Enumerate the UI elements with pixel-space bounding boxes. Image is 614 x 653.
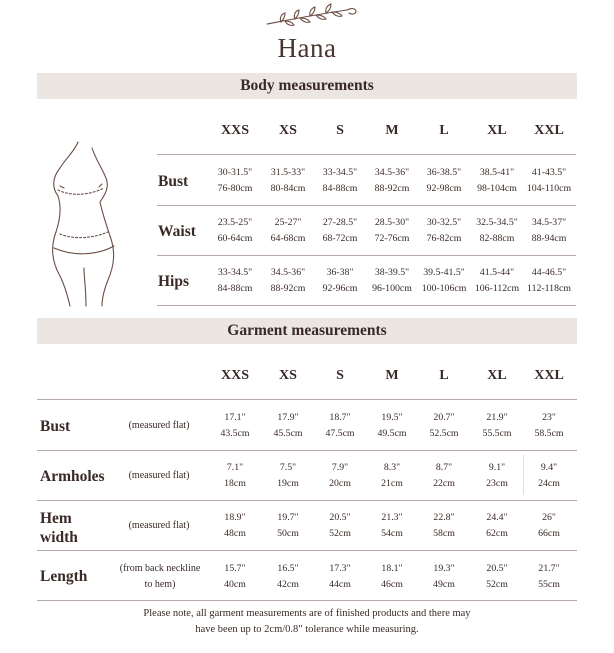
garment-note-length: (from back neckline to hem) (119, 563, 201, 590)
garment-note-bust: (measured flat) (128, 420, 190, 431)
brand-title: Hana (277, 33, 337, 63)
garment-length-xxs: 15.7" 40cm (224, 563, 246, 590)
body-hips-m: 38-39.5" 96-100cm (372, 267, 412, 294)
garment-bust-xxl: 23" 58.5cm (534, 412, 564, 439)
body-waist-xl: 32.5-34.5" 82-88cm (476, 217, 518, 244)
garment-size-xxl: XXL (534, 368, 564, 383)
body-waist-xs: 25-27" 64-68cm (270, 217, 306, 244)
garment-bust-xs: 17.9" 45.5cm (273, 412, 303, 439)
body-size-xxs: XXS (220, 123, 249, 138)
garment-bust-m: 19.5" 49.5cm (377, 412, 407, 439)
garment-label-bust: Bust (40, 418, 71, 435)
body-bust-xl: 38.5-41" 98-104cm (477, 167, 517, 194)
garment-rule (37, 399, 577, 400)
garment-length-m: 18.1" 46cm (381, 563, 403, 590)
body-size-xs: XS (279, 123, 297, 138)
body-hips-xxl: 44-46.5" 112-118cm (527, 267, 571, 294)
body-rule (157, 305, 576, 306)
garment-hem-xxs: 18.9" 48cm (224, 512, 246, 539)
body-hips-xl: 41.5-44" 106-112cm (474, 267, 520, 294)
garment-rule (37, 450, 577, 451)
garment-measurements-band (37, 318, 577, 344)
garment-size-l: L (439, 368, 449, 383)
garment-bust-xl: 21.9" 55.5cm (482, 412, 512, 439)
body-hips-xs: 34.5-36" 88-92cm (270, 267, 306, 294)
body-measurements-title: Body measurements (240, 77, 374, 94)
garment-length-xs: 16.5" 42cm (277, 563, 299, 590)
garment-size-s: S (336, 368, 344, 383)
body-bust-xxs: 30-31.5" 76-80cm (217, 167, 253, 194)
garment-armholes-xs: 7.5" 19cm (277, 462, 299, 489)
branch-ornament-icon (263, 2, 359, 30)
garment-rule (37, 500, 577, 501)
body-label-hips: Hips (158, 273, 190, 290)
body-figure-icon (48, 138, 118, 308)
garment-size-xl: XL (487, 368, 507, 383)
garment-rule (37, 600, 577, 601)
garment-hem-xl: 24.4" 62cm (486, 512, 508, 539)
body-rule (157, 154, 576, 155)
garment-armholes-m: 8.3" 21cm (381, 462, 403, 489)
garment-bust-s: 18.7" 47.5cm (325, 412, 355, 439)
garment-length-xxl: 21.7" 55cm (538, 563, 560, 590)
body-waist-xxl: 34.5-37" 88-94cm (531, 217, 567, 244)
garment-armholes-xxs: 7.1" 18cm (224, 462, 246, 489)
body-bust-s: 33-34.5" 84-88cm (322, 167, 358, 194)
body-rule (157, 255, 576, 256)
body-size-xxl: XXL (534, 123, 564, 138)
garment-label-length: Length (40, 568, 88, 585)
body-bust-l: 36-38.5" 92-98cm (426, 167, 462, 194)
body-hips-l: 39.5-41.5" 100-106cm (421, 267, 467, 294)
garment-rule (37, 550, 577, 551)
body-label-waist: Waist (158, 223, 196, 240)
body-waist-m: 28.5-30" 72-76cm (374, 217, 410, 244)
garment-bust-xxs: 17.1" 43.5cm (220, 412, 250, 439)
garment-size-xs: XS (279, 368, 297, 383)
footer-note: Please note, all garment measurements are of finished products and there may have been up to 2cm/0.8" tolerance while measuring. (143, 608, 471, 635)
garment-hem-l: 22.8" 58cm (433, 512, 455, 539)
body-size-l: L (439, 123, 449, 138)
garment-size-m: M (385, 368, 399, 383)
body-bust-xs: 31.5-33" 80-84cm (270, 167, 306, 194)
body-hips-s: 36-38" 92-96cm (322, 267, 358, 294)
body-rule (157, 205, 576, 206)
body-waist-s: 27-28.5" 68-72cm (322, 217, 358, 244)
garment-size-xxs: XXS (220, 368, 249, 383)
body-bust-m: 34.5-36" 88-92cm (374, 167, 410, 194)
garment-hem-s: 20.5" 52cm (329, 512, 351, 539)
column-divider (523, 455, 524, 495)
garment-bust-l: 20.7" 52.5cm (429, 412, 459, 439)
garment-armholes-l: 8.7" 22cm (433, 462, 455, 489)
garment-length-s: 17.3" 44cm (329, 563, 351, 590)
body-measurements-band (37, 73, 577, 99)
body-hips-xxs: 33-34.5" 84-88cm (217, 267, 253, 294)
body-waist-l: 30-32.5" 76-82cm (426, 217, 462, 244)
garment-length-xl: 20.5" 52cm (486, 563, 508, 590)
body-size-xl: XL (487, 123, 507, 138)
garment-note-armholes: (measured flat) (128, 470, 190, 481)
garment-armholes-xxl: 9.4" 24cm (538, 462, 560, 489)
garment-hem-m: 21.3" 54cm (381, 512, 403, 539)
garment-note-hem-width: (measured flat) (128, 520, 190, 531)
body-label-bust: Bust (158, 173, 189, 190)
garment-hem-xxl: 26" 66cm (538, 512, 560, 539)
garment-measurements-title: Garment measurements (227, 322, 387, 339)
garment-label-armholes: Armholes (40, 468, 105, 485)
garment-length-l: 19.3" 49cm (433, 563, 455, 590)
garment-armholes-xl: 9.1" 23cm (486, 462, 508, 489)
body-size-s: S (336, 123, 344, 138)
garment-hem-xs: 19.7" 50cm (277, 512, 299, 539)
body-size-m: M (385, 123, 399, 138)
body-bust-xxl: 41-43.5" 104-110cm (526, 167, 572, 194)
garment-label-hem-width: Hem width (40, 510, 78, 546)
garment-armholes-s: 7.9" 20cm (329, 462, 351, 489)
body-waist-xxs: 23.5-25" 60-64cm (217, 217, 253, 244)
